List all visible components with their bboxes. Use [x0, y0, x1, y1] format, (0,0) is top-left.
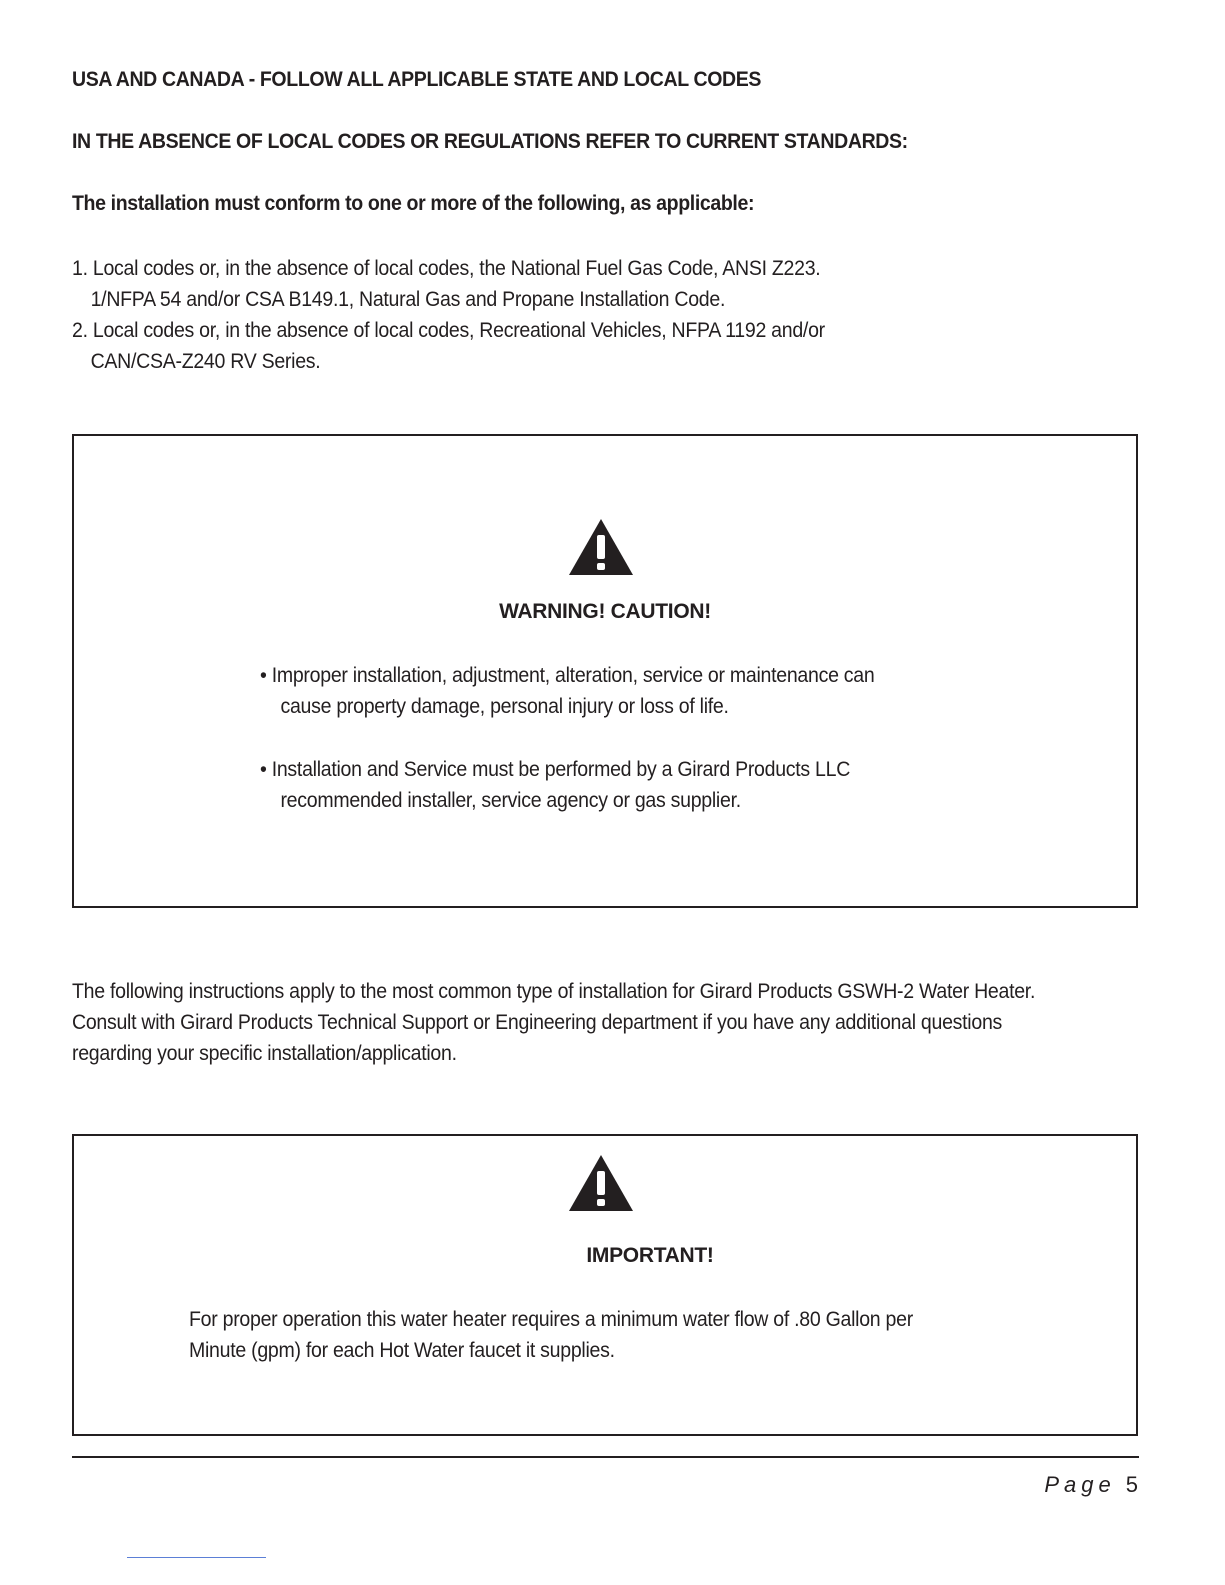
warning-bullet-2 [260, 754, 850, 816]
heading-conform: The installation must conform to one or more of the following, as applicable: [72, 192, 755, 215]
important-line-1: For proper operation this water heater requires a minimum water flow of .80 Gallon per [189, 1308, 913, 1331]
warning-title: WARNING! CAUTION! [499, 600, 711, 623]
warning-bullet-1-line-2: cause property damage, personal injury or loss of life. [280, 695, 729, 718]
heading-codes: USA AND CANADA - FOLLOW ALL APPLICABLE STATE AND LOCAL CODES [72, 68, 762, 91]
instructions-line-3: regarding your specific installation/application. [72, 1042, 457, 1065]
warning-triangle-icon [568, 518, 634, 576]
page-footer [0, 1472, 1138, 1498]
footer-divider [72, 1456, 1139, 1458]
page-label: Page [1044, 1472, 1116, 1497]
warning-bullet-2-line-2: recommended installer, service agency or gas supplier. [280, 789, 741, 812]
list-item-1-line-2: 1/NFPA 54 and/or CSA B149.1, Natural Gas and Propane Installation Code. [90, 288, 726, 311]
instructions-line-2: Consult with Girard Products Technical Support or Engineering department if you have any additional questions [72, 1011, 1003, 1034]
codes-list [72, 253, 825, 377]
warning-triangle-icon [568, 1154, 634, 1212]
important-box [72, 1134, 1138, 1436]
warning-bullet-1 [260, 660, 874, 722]
page-number: 5 [1125, 1472, 1138, 1497]
heading-standards: IN THE ABSENCE OF LOCAL CODES OR REGULATIONS REFER TO CURRENT STANDARDS: [72, 130, 908, 153]
list-item-1-line-1: 1. Local codes or, in the absence of local codes, the National Fuel Gas Code, ANSI Z223. [72, 257, 821, 280]
warning-bullet-2-line-1: • Installation and Service must be performed by a Girard Products LLC [260, 758, 851, 781]
important-title: IMPORTANT! [586, 1244, 714, 1267]
instructions-paragraph [72, 976, 1035, 1069]
warning-bullet-1-line-1: • Improper installation, adjustment, alteration, service or maintenance can [260, 664, 875, 687]
list-item-2-line-1: 2. Local codes or, in the absence of local codes, Recreational Vehicles, NFPA 1192 and/or [72, 319, 825, 342]
warning-box [72, 434, 1138, 908]
link-underline-mark [127, 1557, 266, 1558]
important-text [189, 1304, 913, 1366]
instructions-line-1: The following instructions apply to the most common type of installation for Girard Products GSWH-2 Water Heater. [72, 980, 1036, 1003]
list-item-2-line-2: CAN/CSA-Z240 RV Series. [90, 350, 321, 373]
important-line-2: Minute (gpm) for each Hot Water faucet it supplies. [189, 1339, 615, 1362]
